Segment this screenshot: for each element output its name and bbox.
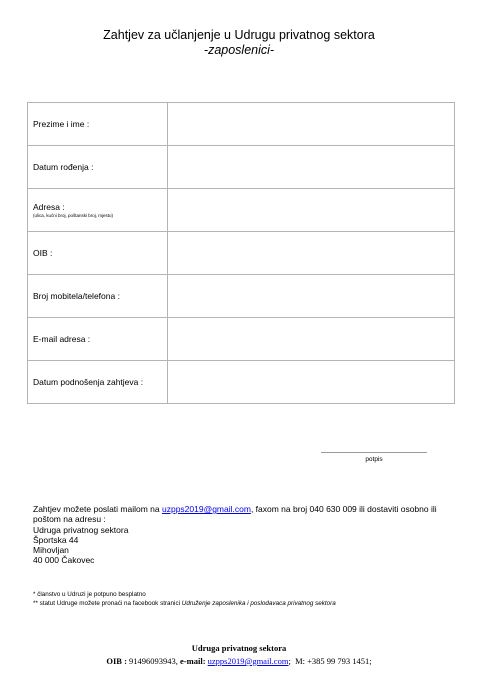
application-form-table bbox=[27, 102, 455, 404]
footer-oib-label: OIB : bbox=[106, 656, 127, 666]
submission-date-input-cell[interactable] bbox=[168, 361, 455, 404]
address-line: 40 000 Čakovec bbox=[33, 555, 95, 566]
facebook-page-name: Udruženje zaposlenika i poslodavaca privatnog sektora bbox=[181, 600, 336, 607]
footer-contact-line bbox=[0, 656, 478, 666]
footnote-statute bbox=[33, 599, 463, 608]
contact-email-link[interactable]: uzpps2019@gmail.com bbox=[161, 504, 251, 514]
field-label: Adresa : bbox=[33, 201, 65, 212]
form-row-address bbox=[28, 189, 455, 232]
label-cell bbox=[28, 318, 168, 361]
address-line: Športska 44 bbox=[33, 534, 79, 545]
address-line: Mihovljan bbox=[33, 545, 69, 556]
contact-intro: Zahtjev možete poslati mailom na bbox=[33, 504, 162, 514]
address-line: Udruga privatnog sektora bbox=[33, 524, 129, 535]
form-row-oib bbox=[28, 232, 455, 275]
label-cell bbox=[28, 189, 168, 232]
contact-rest: , faxom na broj 040 630 009 ili dostaviti osobno ili poštom na adresu : bbox=[33, 504, 437, 525]
contact-instructions bbox=[33, 504, 458, 566]
footnotes bbox=[33, 590, 463, 608]
name-input-cell[interactable] bbox=[168, 103, 455, 146]
form-row-submission-date bbox=[28, 361, 455, 404]
footer-separator: ; bbox=[288, 656, 291, 666]
footnote-membership: * članstvo u Udruzi je potpuno besplatno bbox=[33, 591, 146, 598]
birthdate-input-cell[interactable] bbox=[168, 146, 455, 189]
field-label: E-mail adresa : bbox=[33, 334, 91, 344]
address-input-cell[interactable] bbox=[168, 189, 455, 232]
label-cell bbox=[28, 103, 168, 146]
footer-phone-value: +385 99 793 1451; bbox=[304, 656, 372, 666]
label-cell bbox=[28, 275, 168, 318]
phone-input-cell[interactable] bbox=[168, 275, 455, 318]
footer-org-name: Udruga privatnog sektora bbox=[191, 643, 287, 653]
form-row-birthdate bbox=[28, 146, 455, 189]
form-title: Zahtjev za učlanjenje u Udrugu privatnog sektora bbox=[103, 28, 375, 42]
footer-oib-value: 91496093943, bbox=[126, 656, 181, 666]
field-label: Prezime i ime : bbox=[33, 119, 90, 129]
label-cell bbox=[28, 361, 168, 404]
form-row-name bbox=[28, 103, 455, 146]
field-label: Datum rođenja : bbox=[33, 162, 94, 172]
signature-label: potpis bbox=[365, 456, 383, 463]
signature-line[interactable] bbox=[321, 452, 427, 453]
footnote-statute-text: ** statut Udruge možete pronaći na facebook stranici bbox=[33, 600, 182, 607]
form-row-phone bbox=[28, 275, 455, 318]
label-cell bbox=[28, 146, 168, 189]
form-subtitle: -zaposlenici- bbox=[203, 43, 275, 57]
field-label: Broj mobitela/telefona : bbox=[33, 291, 120, 301]
field-label: Datum podnošenja zahtjeva : bbox=[33, 377, 144, 387]
oib-input-cell[interactable] bbox=[168, 232, 455, 275]
label-cell bbox=[28, 232, 168, 275]
email-input-cell[interactable] bbox=[168, 318, 455, 361]
field-note: (ulica, kućni broj, poštanski broj, mjesto) bbox=[33, 212, 114, 218]
form-row-email bbox=[28, 318, 455, 361]
field-label: OIB : bbox=[33, 248, 53, 258]
footer-phone-label: M: bbox=[295, 656, 305, 666]
footer-email-link[interactable]: uzpps2019@gmail.com bbox=[207, 656, 289, 666]
footer-email-label: e-mail: bbox=[180, 656, 206, 666]
